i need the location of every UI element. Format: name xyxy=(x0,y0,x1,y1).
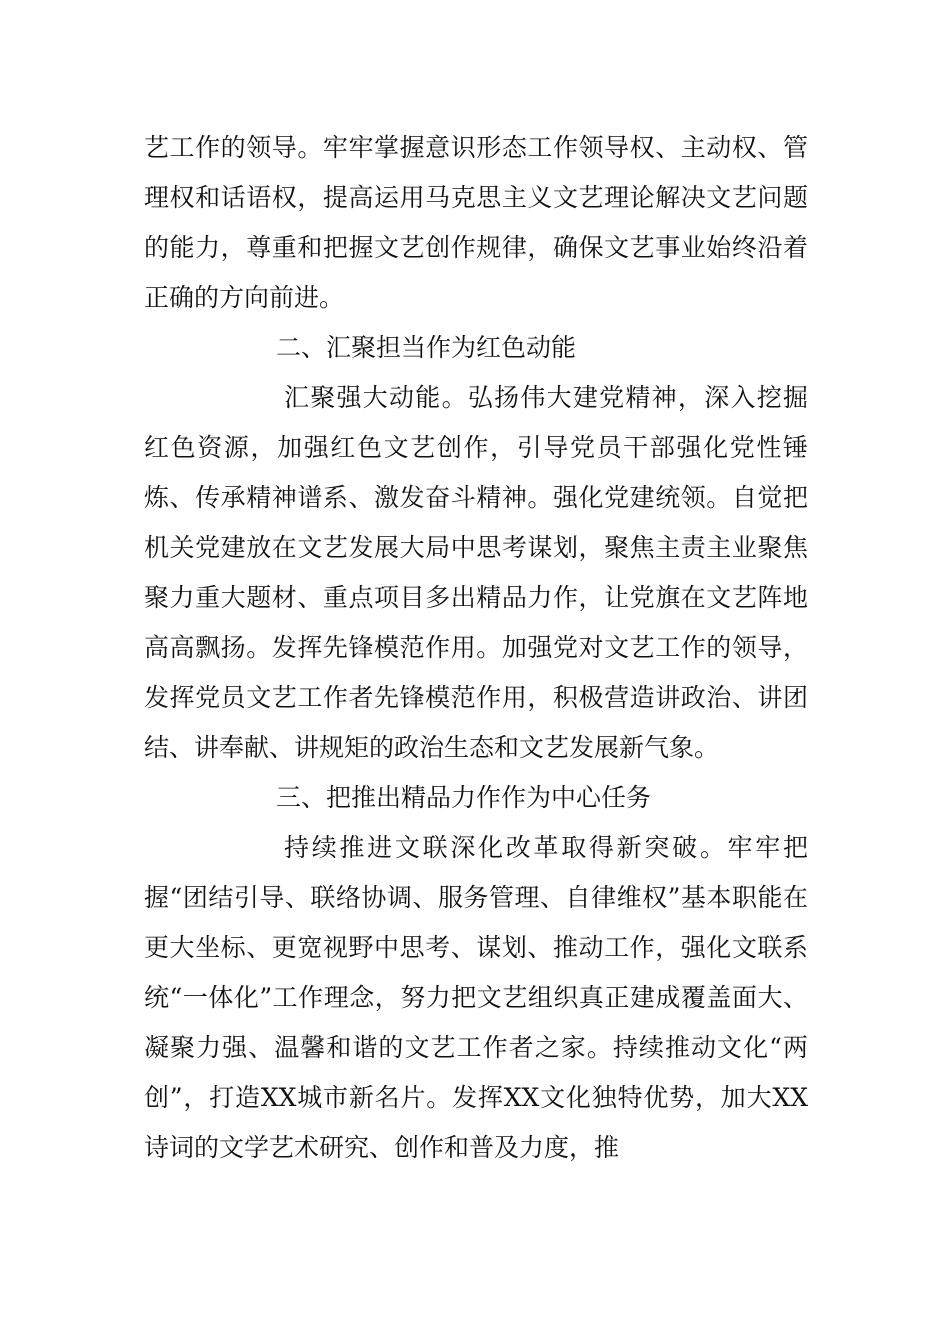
paragraph-reform: 持续推进文联深化改革取得新突破。牢牢把握“团结引导、联络协调、服务管理、自律维权”基本职能在更大坐标、更宽视野中思考、谋划、推动工作，强化文联系统“一体化”工作理念，努力把文艺组织真正建成覆盖面大、凝聚力强、温馨和谐的文艺工作者之家。持续推动文化“两创”，打造XX城市新名片。发挥XX文化独特优势，加大XX诗词的文学艺术研究、创作和普及力度，推 xyxy=(144,833,808,1162)
paragraph-momentum: 汇聚强大动能。弘扬伟大建党精神，深入挖掘红色资源，加强红色文艺创作，引导党员干部强化党性锤炼、传承精神谱系、激发奋斗精神。强化党建统领。自觉把机关党建放在文艺发展大局中思考谋划，聚焦主责主业聚焦聚力重大题材、重点项目多出精品力作，让党旗在文艺阵地高高飘扬。发挥先锋模范作用。加强党对文艺工作的领导，发挥党员文艺工作者先锋模范作用，积极营造讲政治、讲团结、讲奉献、讲规矩的政治生态和文艺发展新气象。 xyxy=(144,383,808,762)
section-heading-3: 三、把推出精品力作作为中心任务 xyxy=(276,783,652,812)
section-heading-2: 二、汇聚担当作为红色动能 xyxy=(276,333,577,362)
document-body xyxy=(144,123,808,1173)
paragraph-leadership: 艺工作的领导。牢牢掌握意识形态工作领导权、主动权、管理权和话语权，提高运用马克思主义文艺理论解决文艺问题的能力，尊重和把握文艺创作规律，确保文艺事业始终沿着正确的方向前进。 xyxy=(144,133,808,312)
